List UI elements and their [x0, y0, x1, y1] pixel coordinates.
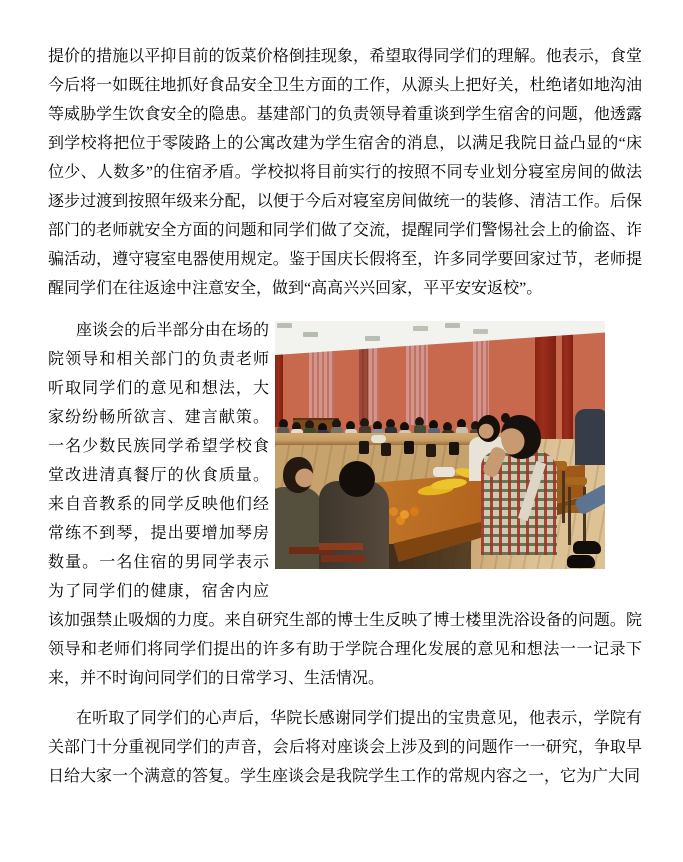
photo-window-1 [309, 351, 334, 423]
photo-white-bag [371, 435, 386, 443]
paragraph-1: 提价的措施以平抑目前的饭菜价格倒挂现象，希望取得同学们的理解。他表示，食堂今后将一如既往地抓好食品安全卫生方面的工作，从源头上把好关，杜绝诸如地沟油等威胁学生饮食安全的隐患。基建部门的负责领导着重谈到学生宿舍的问题，他透露到学校将把位于零陵路上的公寓改建为学生宿舍的消息，以满足我院日益凸显的“床位少、人数多”的住宿矛盾。学校拟将目前实行的按照不同专业划分寝室房间的做法逐步过渡到按照年级来分配，以便于今后对寝室房间做统一的装修、清洁工作。后保部门的老师就安全方面的问题和同学们做了交流，提醒同学们警惕社会上的偷盗、诈骗活动，遵守寝室电器使用规定。鉴于国庆长假将至，许多同学要回家过节，老师提醒同学们在往返途中注意安全，做到“高高兴兴回家，平平安安返校”。 [48, 48, 642, 297]
photo-woman-left-head [283, 457, 313, 493]
photo-person-back-head [339, 461, 375, 497]
photo-window-3 [406, 343, 428, 425]
paragraph-2-text: 座谈会的后半部分由在场的院领导和相关部门的负责老师听取同学们的意见和想法，大家纷纷畅所欲言、建言献策。一名少数民族同学希望学校食堂改进清真餐厅的伙食质量。来自音教系的同学反映他们经常练不到琴，提出要增加琴房数量。一名住宿的男同学表示为了同学们的健康，宿舍内应该加强禁止吸烟的力度。来自研究生部的博士生反映了博士楼里洗浴设备的问题。院领导和老师们将同学们提出的许多有助于学院合理化发展的意见和想法一一记录下来，并不时询问同学们的日常学习、生活情况。 [48, 322, 642, 687]
photo-paper [433, 467, 455, 477]
photo-person-right [575, 409, 605, 465]
paragraph-2 [48, 316, 642, 693]
photo-curtain-left [275, 351, 283, 427]
photo-woman-left-torso [275, 487, 323, 569]
meeting-photo [275, 321, 605, 569]
photo-chair-bars [319, 543, 363, 550]
paragraph-3: 在听取了同学们的心声后，华院长感谢同学们提出的宝贵意见，他表示，学院有关部门十分重视同学们的声音，会后将对座谈会上涉及到的问题作一一研究，争取早日给大家一个满意的答复。学生座谈会是我院学生工作的常规内容之一，它为广大同 [48, 710, 642, 785]
photo-ceiling-lights [277, 323, 292, 328]
photo-chair-right-2 [565, 477, 587, 485]
photo-window-4 [473, 335, 489, 423]
photo-oranges [389, 507, 398, 516]
photo-man-whiteshirt-head [477, 415, 500, 442]
photo-window-2 [359, 347, 379, 425]
photo-chair-right-2-legs [568, 487, 571, 545]
photo-chair-backs [359, 441, 369, 454]
photo-man-plaid-head [501, 415, 541, 459]
photo-shoe [573, 541, 601, 554]
